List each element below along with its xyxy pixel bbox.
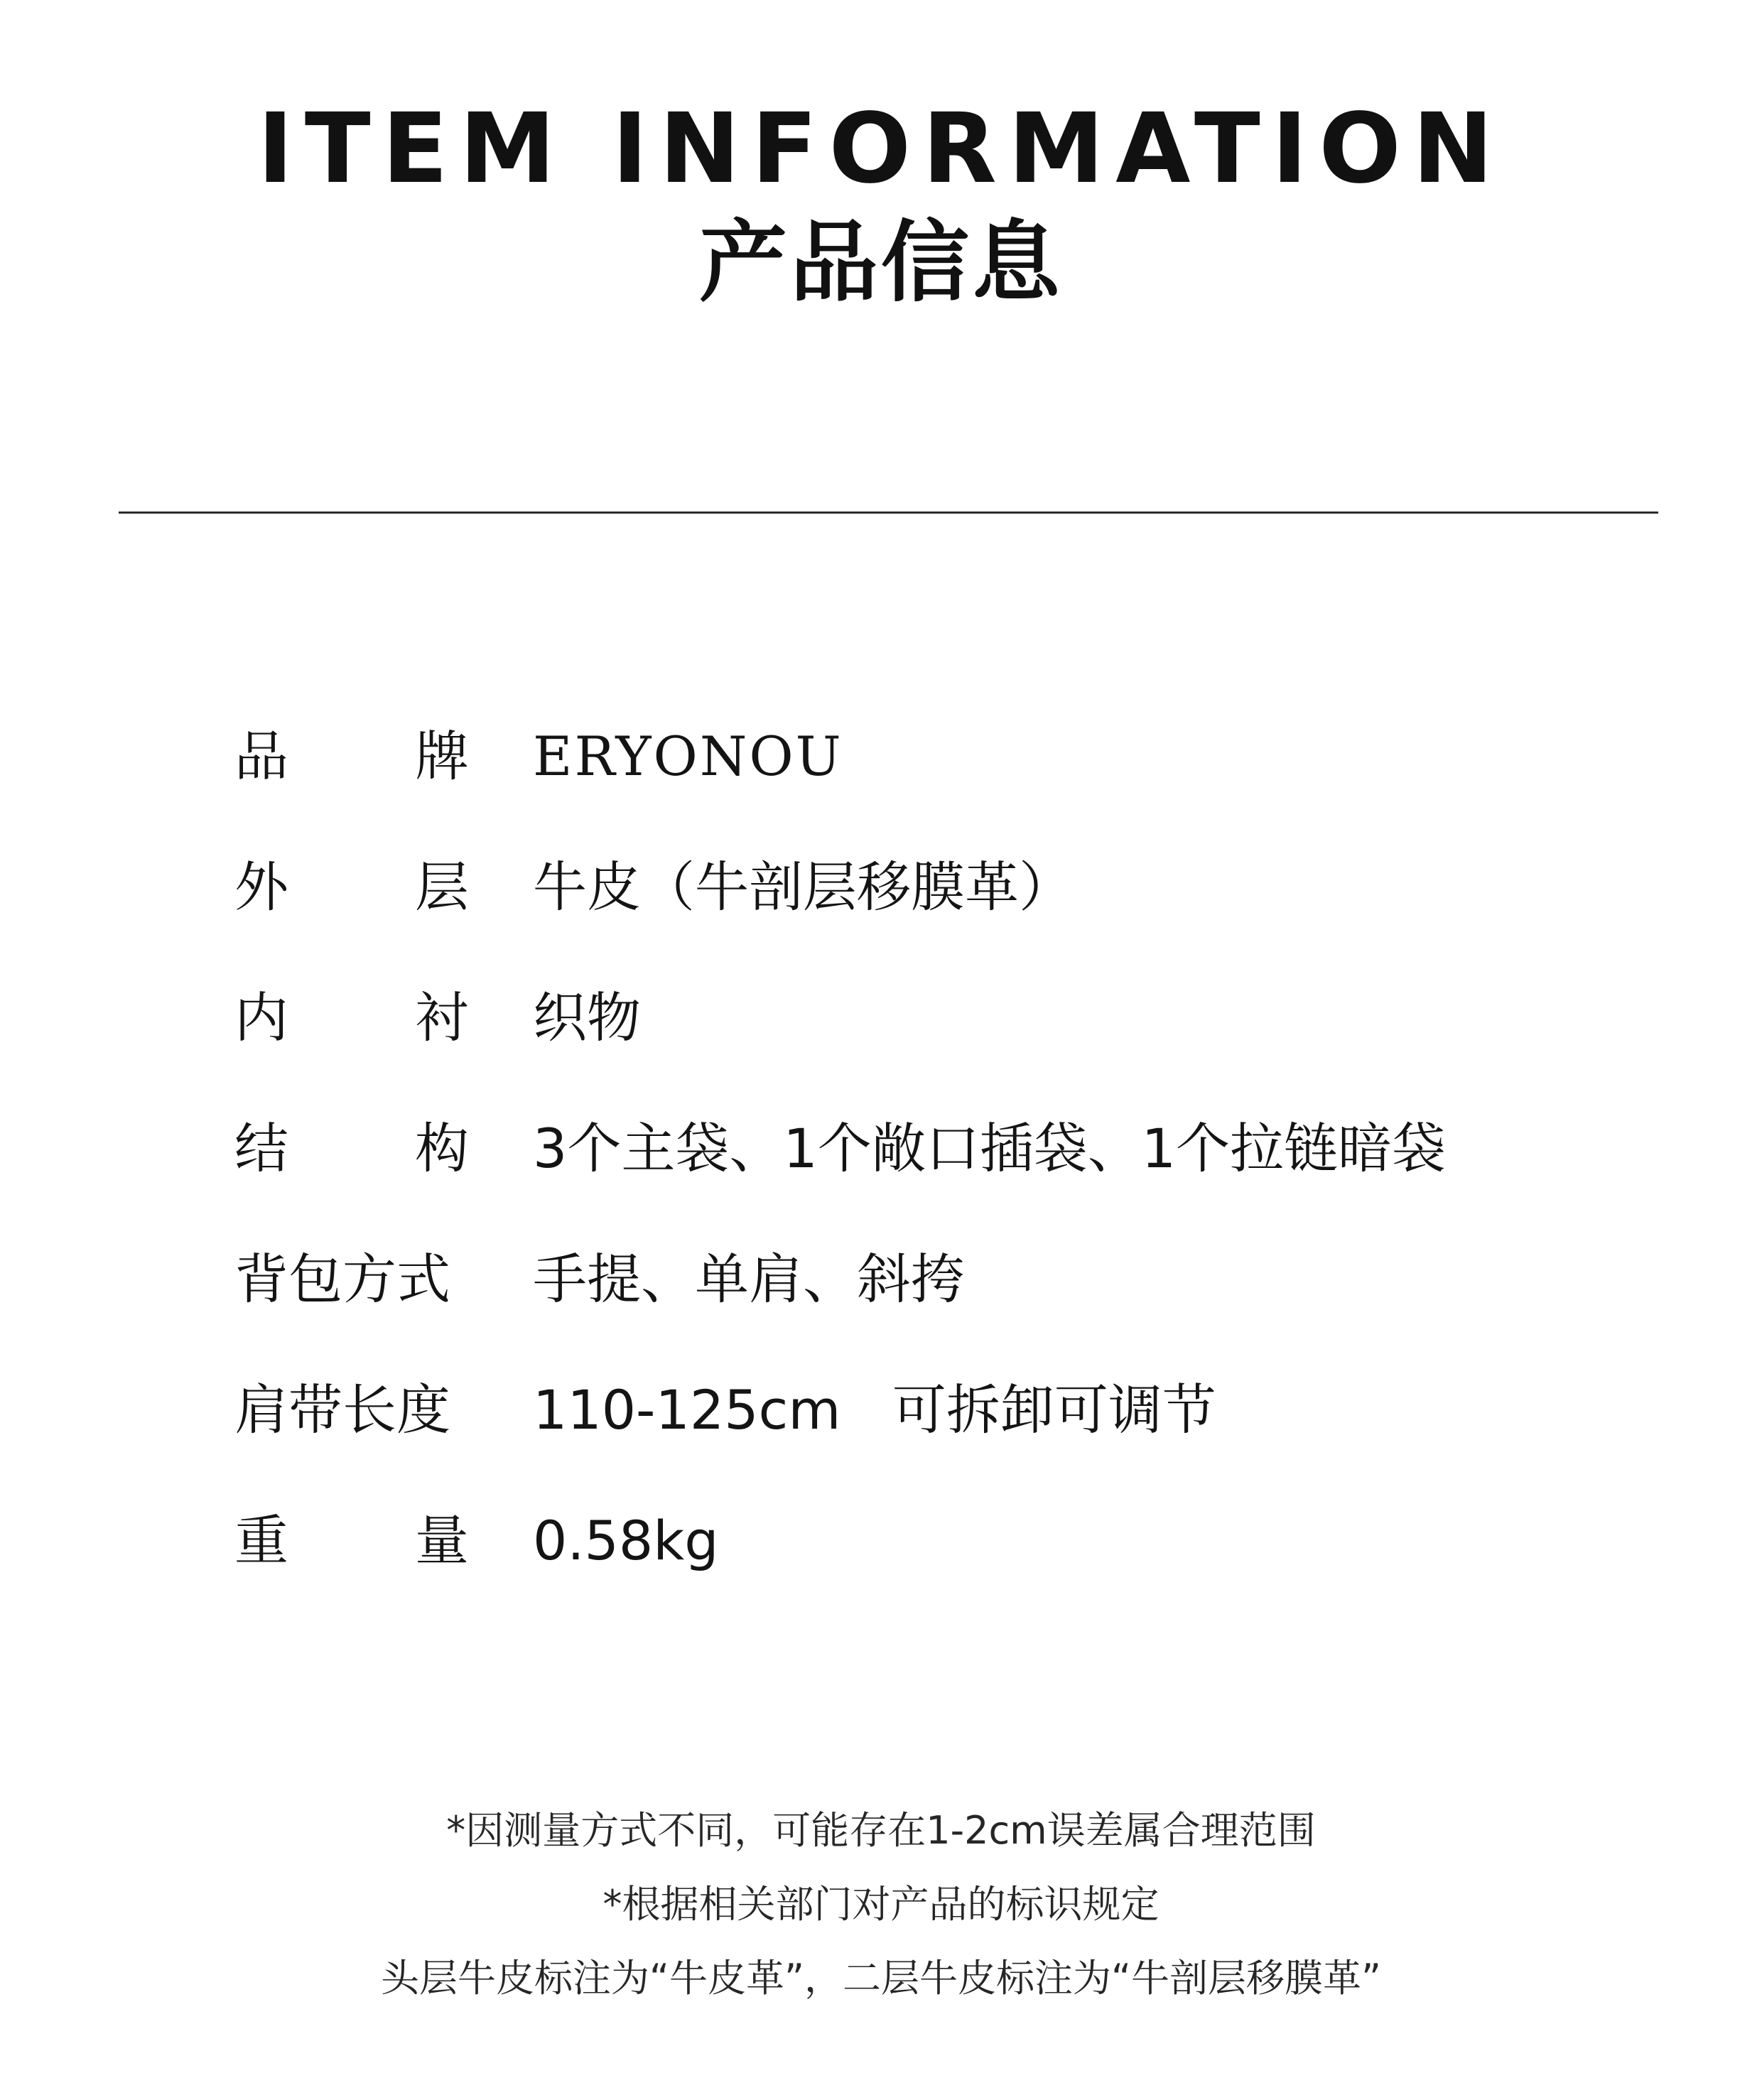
spec-row-structure xyxy=(234,1106,1584,1237)
spec-value-weight: 0.58kg xyxy=(533,1509,719,1572)
spec-label-carry-style: 背包方式 xyxy=(234,1247,450,1311)
spec-label-strap-length: 肩带长度 xyxy=(234,1378,450,1441)
spec-label-weight-char1: 重 xyxy=(234,1509,288,1572)
spec-value-lining: 织物 xyxy=(533,986,641,1049)
spec-label-lining-char1: 内 xyxy=(234,986,288,1049)
spec-row-outer xyxy=(234,845,1584,975)
footnotes xyxy=(0,1794,1762,2015)
divider-line xyxy=(119,512,1658,514)
spec-label-lining-char2: 衬 xyxy=(415,986,469,1049)
spec-value-structure: 3个主袋、1个敞口插袋、1个拉链暗袋 xyxy=(533,1117,1447,1180)
title-chinese: 产品信息 xyxy=(698,212,1063,314)
spec-table xyxy=(234,714,1584,1629)
spec-row-lining xyxy=(234,975,1584,1106)
footnote-leather-grade: 头层牛皮标注为“牛皮革”，二层牛皮标注为“牛剖层移膜革” xyxy=(381,1956,1381,2001)
spec-label-outer xyxy=(234,845,469,930)
spec-label-outer-char2: 层 xyxy=(415,855,469,919)
spec-value-strap-length: 110-125cm 可拆卸可调节 xyxy=(533,1378,1216,1441)
spec-label-brand-char1: 品 xyxy=(234,725,288,788)
spec-label-structure-char2: 构 xyxy=(415,1117,469,1180)
spec-label-weight-char2: 量 xyxy=(415,1509,469,1572)
spec-label-lining xyxy=(234,975,469,1061)
spec-label-brand-char2: 牌 xyxy=(415,725,469,788)
footnote-measurement: *因测量方式不同，可能存在1-2cm误差属合理范围 xyxy=(446,1808,1316,1853)
spec-label-structure xyxy=(234,1106,469,1191)
footnote-labeling-rule: *根据相关部门对产品的标识规定 xyxy=(602,1882,1160,1927)
spec-label-outer-char1: 外 xyxy=(234,855,288,919)
spec-label-brand xyxy=(234,714,469,799)
spec-label-weight xyxy=(234,1498,469,1584)
spec-row-strap-length xyxy=(234,1368,1584,1498)
title-english: ITEM INFORMATION xyxy=(257,93,1505,205)
spec-row-weight xyxy=(234,1498,1584,1629)
spec-value-brand: ERYONOU xyxy=(533,725,843,788)
spec-label-structure-char1: 结 xyxy=(234,1117,288,1180)
spec-value-carry-style: 手提、单肩、斜挎 xyxy=(533,1247,965,1311)
spec-row-brand xyxy=(234,714,1584,845)
spec-value-outer: 牛皮（牛剖层移膜革） xyxy=(533,855,1073,919)
spec-row-carry-style xyxy=(234,1237,1584,1368)
